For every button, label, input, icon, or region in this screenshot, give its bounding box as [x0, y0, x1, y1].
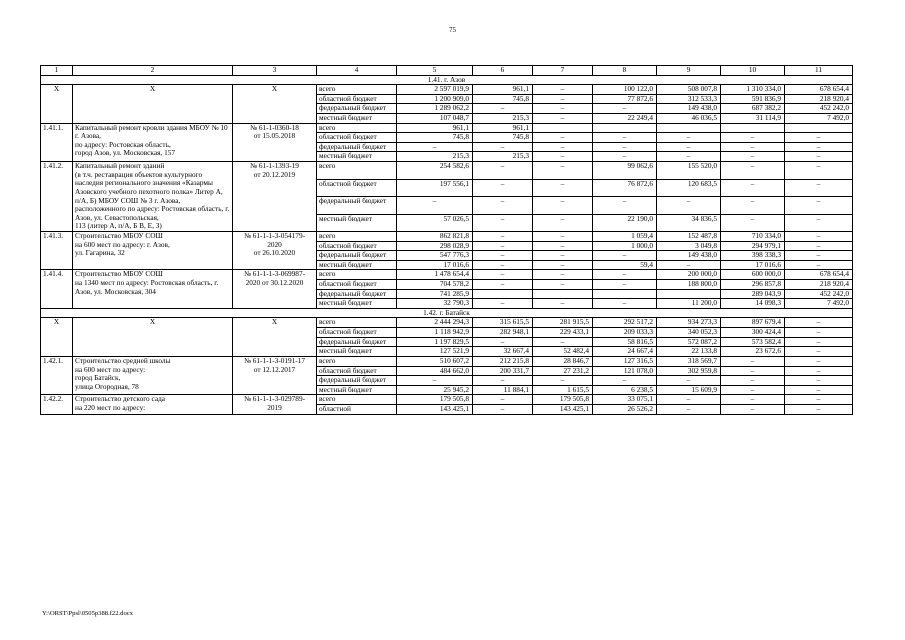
amount-cell: –	[721, 133, 785, 143]
amount-cell: 1 478 654,4	[397, 270, 473, 280]
funding-source: всего	[317, 123, 397, 133]
item-document: № 61-1-1393-19 от 20.12.2019	[233, 162, 317, 232]
amount-cell: 215,3	[473, 152, 533, 162]
item-document: X	[233, 318, 317, 356]
amount-cell: –	[473, 197, 533, 214]
column-header: 8	[593, 66, 657, 76]
table-row	[41, 270, 853, 280]
amount-cell: 34 836,5	[657, 214, 721, 231]
amount-cell: –	[473, 142, 533, 152]
amount-cell: –	[473, 214, 533, 231]
funding-source: областной бюджет	[317, 241, 397, 251]
amount-cell: 294 979,1	[721, 241, 785, 251]
amount-cell: 591 836,9	[721, 94, 785, 104]
funding-source: местный бюджет	[317, 260, 397, 270]
table-row	[41, 123, 853, 133]
amount-cell: 143 425,1	[397, 404, 473, 414]
funding-source: местный бюджет	[317, 347, 397, 357]
amount-cell: 15 609,9	[657, 385, 721, 395]
file-path-footer: Y:\ORST\Ppsl\0505p388.f22.docx	[42, 610, 133, 617]
amount-cell: –	[785, 404, 853, 414]
amount-cell: –	[785, 142, 853, 152]
amount-cell: –	[593, 152, 657, 162]
item-name: Строительство МБОУ СОШ на 600 мест по адресу: г. Азов, ул. Гагарина, 32	[73, 231, 233, 269]
amount-cell	[657, 123, 721, 133]
header-row	[41, 66, 853, 76]
section-row	[41, 75, 853, 85]
amount-cell: 572 087,2	[657, 337, 721, 347]
amount-cell: 1 118 942,9	[397, 328, 473, 338]
item-document: № 61-1-1-3-069987- 2020 от 30.12.2020	[233, 270, 317, 308]
amount-cell	[721, 123, 785, 133]
amount-cell: 296 857,8	[721, 280, 785, 290]
amount-cell: 23 672,6	[721, 347, 785, 357]
amount-cell: –	[473, 260, 533, 270]
amount-cell: –	[785, 214, 853, 231]
amount-cell: 197 556,1	[397, 179, 473, 196]
amount-cell: 318 569,7	[657, 356, 721, 366]
amount-cell: 508 007,8	[657, 85, 721, 95]
amount-cell: 398 338,3	[721, 251, 785, 261]
amount-cell: –	[533, 133, 593, 143]
table-row	[41, 162, 853, 179]
section-title: 1.42. г. Батайск	[41, 308, 853, 318]
item-document: № 61-1-0360-18 от 15.05.2018	[233, 123, 317, 161]
amount-cell: –	[785, 260, 853, 270]
amount-cell: 212 215,8	[473, 356, 533, 366]
amount-cell: –	[593, 142, 657, 152]
funding-source: местный бюджет	[317, 385, 397, 395]
funding-source: всего	[317, 270, 397, 280]
amount-cell: 17 016,6	[721, 260, 785, 270]
amount-cell: –	[593, 251, 657, 261]
item-number: 1.41.1.	[41, 123, 73, 161]
amount-cell: 11 200,0	[657, 299, 721, 309]
amount-cell: 58 816,5	[593, 337, 657, 347]
amount-cell: –	[473, 241, 533, 251]
amount-cell: 1 310 334,0	[721, 85, 785, 95]
amount-cell: 254 582,6	[397, 162, 473, 179]
amount-cell: –	[721, 162, 785, 179]
amount-cell: 76 872,6	[593, 179, 657, 196]
amount-cell: –	[533, 270, 593, 280]
amount-cell: –	[657, 404, 721, 414]
column-header: 9	[657, 66, 721, 76]
amount-cell: 200 000,0	[657, 270, 721, 280]
page-number: 75	[449, 26, 456, 34]
amount-cell: –	[785, 197, 853, 214]
funding-source: федеральный бюджет	[317, 142, 397, 152]
amount-cell: –	[721, 356, 785, 366]
table-row	[41, 395, 853, 405]
amount-cell: 687 382,2	[721, 104, 785, 114]
amount-cell: –	[785, 162, 853, 179]
amount-cell: –	[473, 162, 533, 179]
funding-source: федеральный бюджет	[317, 197, 397, 214]
amount-cell: 340 052,3	[657, 328, 721, 338]
amount-cell: 22 190,0	[593, 214, 657, 231]
amount-cell: –	[533, 179, 593, 196]
table-row	[41, 85, 853, 95]
amount-cell: 961,1	[473, 85, 533, 95]
section-title: 1.41. г. Азов	[41, 75, 853, 85]
amount-cell: 710 334,0	[721, 231, 785, 241]
amount-cell: 1 289 062,2	[397, 104, 473, 114]
item-name: Строительство средней школы на 600 мест по адресу: город Батайск, улица Огородная, 78	[73, 356, 233, 394]
funding-source: областной бюджет	[317, 280, 397, 290]
amount-cell: –	[533, 104, 593, 114]
item-document: № 61-1-1-3-0191-17 от 12.12.2017	[233, 356, 317, 394]
amount-cell: 27 231,2	[533, 366, 593, 376]
amount-cell	[593, 289, 657, 299]
amount-cell: –	[593, 270, 657, 280]
amount-cell: –	[533, 85, 593, 95]
amount-cell: –	[397, 142, 473, 152]
amount-cell: –	[533, 337, 593, 347]
amount-cell: –	[785, 328, 853, 338]
amount-cell: –	[533, 197, 593, 214]
amount-cell: 32 667,4	[473, 347, 533, 357]
amount-cell: –	[533, 280, 593, 290]
amount-cell: 17 016,6	[397, 260, 473, 270]
amount-cell: 120 683,5	[657, 179, 721, 196]
amount-cell: –	[593, 104, 657, 114]
amount-cell: –	[533, 162, 593, 179]
amount-cell: 547 776,3	[397, 251, 473, 261]
amount-cell: –	[473, 231, 533, 241]
amount-cell	[657, 289, 721, 299]
column-header: 2	[73, 66, 233, 76]
section-row	[41, 308, 853, 318]
amount-cell: –	[473, 270, 533, 280]
item-number: 1.42.1.	[41, 356, 73, 394]
amount-cell: 745,8	[397, 133, 473, 143]
amount-cell: –	[721, 142, 785, 152]
amount-cell: –	[657, 395, 721, 405]
amount-cell: –	[721, 404, 785, 414]
amount-cell: –	[721, 152, 785, 162]
amount-cell: 209 033,3	[593, 328, 657, 338]
item-name: Капитальный ремонт кровли здания МБОУ № 10 г. Азова, по адресу: Ростовская область, город Азов, ул. Московская, 157	[73, 123, 233, 161]
financing-table	[40, 65, 853, 415]
amount-cell: 484 662,0	[397, 366, 473, 376]
amount-cell: –	[533, 299, 593, 309]
item-number: 1.41.4.	[41, 270, 73, 308]
funding-source: всего	[317, 85, 397, 95]
table-row	[41, 231, 853, 241]
amount-cell: 600 000,0	[721, 270, 785, 280]
amount-cell: 32 790,3	[397, 299, 473, 309]
amount-cell: 1 615,5	[533, 385, 593, 395]
amount-cell: 77 872,6	[593, 94, 657, 104]
item-number: X	[41, 318, 73, 356]
amount-cell: 22 133,8	[657, 347, 721, 357]
amount-cell: 7 492,0	[785, 114, 853, 124]
amount-cell: –	[397, 197, 473, 214]
column-header: 11	[785, 66, 853, 76]
amount-cell: 149 438,0	[657, 104, 721, 114]
amount-cell: –	[593, 280, 657, 290]
amount-cell: 300 424,4	[721, 328, 785, 338]
amount-cell: –	[533, 241, 593, 251]
amount-cell: –	[533, 114, 593, 124]
funding-source: всего	[317, 231, 397, 241]
amount-cell: 215,3	[473, 114, 533, 124]
amount-cell: –	[473, 280, 533, 290]
table-row	[41, 318, 853, 328]
amount-cell: –	[721, 376, 785, 386]
amount-cell: 2 444 294,3	[397, 318, 473, 328]
funding-source: областной бюджет	[317, 328, 397, 338]
amount-cell: 46 036,5	[657, 114, 721, 124]
amount-cell: 52 482,4	[533, 347, 593, 357]
amount-cell: 704 578,2	[397, 280, 473, 290]
amount-cell: 22 249,4	[593, 114, 657, 124]
amount-cell: 28 846,7	[533, 356, 593, 366]
column-header: 6	[473, 66, 533, 76]
amount-cell: 315 615,5	[473, 318, 533, 328]
amount-cell: –	[657, 197, 721, 214]
amount-cell: –	[533, 260, 593, 270]
funding-source: местный бюджет	[317, 152, 397, 162]
amount-cell: 312 533,3	[657, 94, 721, 104]
item-name: Строительство детского сада на 220 мест по адресу:	[73, 395, 233, 414]
amount-cell: –	[593, 376, 657, 386]
amount-cell: 7 492,0	[785, 299, 853, 309]
amount-cell: 897 679,4	[721, 318, 785, 328]
funding-source: местный бюджет	[317, 299, 397, 309]
funding-source: областной бюджет	[317, 133, 397, 143]
amount-cell: 3 049,8	[657, 241, 721, 251]
amount-cell: –	[785, 251, 853, 261]
amount-cell: –	[533, 142, 593, 152]
amount-cell: –	[785, 231, 853, 241]
amount-cell: –	[533, 152, 593, 162]
amount-cell: 289 043,9	[721, 289, 785, 299]
item-number: 1.41.3.	[41, 231, 73, 269]
amount-cell	[593, 123, 657, 133]
amount-cell	[785, 123, 853, 133]
amount-cell: 961,1	[397, 123, 473, 133]
amount-cell: 218 920,4	[785, 94, 853, 104]
amount-cell: 745,8	[473, 133, 533, 143]
amount-cell: 57 026,5	[397, 214, 473, 231]
amount-cell: –	[533, 214, 593, 231]
item-name: X	[73, 85, 233, 123]
amount-cell: –	[657, 142, 721, 152]
amount-cell: –	[473, 376, 533, 386]
amount-cell: 862 821,8	[397, 231, 473, 241]
amount-cell: –	[533, 376, 593, 386]
funding-source: федеральный бюджет	[317, 251, 397, 261]
amount-cell: –	[785, 152, 853, 162]
column-header: 1	[41, 66, 73, 76]
amount-cell: 31 114,9	[721, 114, 785, 124]
amount-cell: –	[473, 299, 533, 309]
item-number: 1.42.2.	[41, 395, 73, 414]
funding-source: всего	[317, 318, 397, 328]
amount-cell: –	[785, 347, 853, 357]
item-document: № 61-1-1-3-029789- 2019	[233, 395, 317, 414]
amount-cell: –	[721, 214, 785, 231]
amount-cell: –	[533, 94, 593, 104]
amount-cell: 127 521,9	[397, 347, 473, 357]
amount-cell: 188 800,0	[657, 280, 721, 290]
amount-cell: –	[721, 385, 785, 395]
amount-cell: 127 316,5	[593, 356, 657, 366]
amount-cell: 99 062,6	[593, 162, 657, 179]
amount-cell: 302 959,8	[657, 366, 721, 376]
amount-cell: –	[473, 404, 533, 414]
amount-cell: 745,8	[473, 94, 533, 104]
amount-cell: 510 607,2	[397, 356, 473, 366]
amount-cell: 741 285,9	[397, 289, 473, 299]
amount-cell: 149 438,0	[657, 251, 721, 261]
amount-cell: 1 200 909,0	[397, 94, 473, 104]
column-header: 3	[233, 66, 317, 76]
amount-cell: –	[785, 241, 853, 251]
funding-source: областной бюджет	[317, 179, 397, 196]
table-row	[41, 356, 853, 366]
amount-cell: –	[785, 318, 853, 328]
amount-cell	[533, 123, 593, 133]
amount-cell	[533, 289, 593, 299]
amount-cell: 179 505,8	[397, 395, 473, 405]
amount-cell: 934 273,3	[657, 318, 721, 328]
amount-cell: 6 238,5	[593, 385, 657, 395]
funding-source: областной бюджет	[317, 366, 397, 376]
amount-cell: 215,3	[397, 152, 473, 162]
funding-source: федеральный бюджет	[317, 289, 397, 299]
funding-source: областной бюджет	[317, 94, 397, 104]
amount-cell: 281 915,5	[533, 318, 593, 328]
amount-cell: 11 884,1	[473, 385, 533, 395]
amount-cell: 452 242,0	[785, 104, 853, 114]
amount-cell: 1 000,0	[593, 241, 657, 251]
funding-source: всего	[317, 162, 397, 179]
funding-source: федеральный бюджет	[317, 337, 397, 347]
item-name: X	[73, 318, 233, 356]
amount-cell: 452 242,0	[785, 289, 853, 299]
funding-source: всего	[317, 395, 397, 405]
amount-cell: –	[473, 395, 533, 405]
amount-cell: –	[721, 179, 785, 196]
amount-cell: –	[785, 366, 853, 376]
amount-cell: 107 048,7	[397, 114, 473, 124]
amount-cell: –	[473, 179, 533, 196]
amount-cell: –	[721, 395, 785, 405]
amount-cell: –	[721, 197, 785, 214]
amount-cell: –	[785, 376, 853, 386]
amount-cell: –	[593, 197, 657, 214]
item-number: X	[41, 85, 73, 123]
amount-cell: –	[533, 251, 593, 261]
amount-cell: 573 582,4	[721, 337, 785, 347]
amount-cell: –	[593, 299, 657, 309]
funding-source: федеральный бюджет	[317, 376, 397, 386]
amount-cell: 229 433,1	[533, 328, 593, 338]
amount-cell: 100 122,0	[593, 85, 657, 95]
funding-source: местный бюджет	[317, 114, 397, 124]
amount-cell: –	[721, 366, 785, 376]
amount-cell: 26 526,2	[593, 404, 657, 414]
amount-cell: –	[473, 251, 533, 261]
amount-cell: –	[785, 356, 853, 366]
item-document: X	[233, 85, 317, 123]
amount-cell: 200 331,7	[473, 366, 533, 376]
column-header: 5	[397, 66, 473, 76]
funding-source: федеральный бюджет	[317, 104, 397, 114]
amount-cell: –	[657, 152, 721, 162]
funding-source: всего	[317, 356, 397, 366]
amount-cell: –	[593, 133, 657, 143]
amount-cell: 218 920,4	[785, 280, 853, 290]
amount-cell: –	[785, 133, 853, 143]
item-document: № 61-1-1-3-054179- 2020 от 26.10.2020	[233, 231, 317, 269]
amount-cell: 1 197 829,5	[397, 337, 473, 347]
amount-cell: –	[473, 104, 533, 114]
amount-cell: –	[785, 385, 853, 395]
column-header: 10	[721, 66, 785, 76]
item-name: Строительство МБОУ СОШ на 1340 мест по адресу: Ростовская область, г. Азов, ул. Московская, 304	[73, 270, 233, 308]
amount-cell: 678 654,4	[785, 270, 853, 280]
amount-cell: 33 075,1	[593, 395, 657, 405]
amount-cell: –	[533, 231, 593, 241]
amount-cell: 59,4	[593, 260, 657, 270]
amount-cell: 121 078,0	[593, 366, 657, 376]
amount-cell: 179 505,8	[533, 395, 593, 405]
amount-cell: 25 945,2	[397, 385, 473, 395]
funding-source: областной	[317, 404, 397, 414]
item-name: Капитальный ремонт зданий (в т.ч. реставрация объектов культурного наследия регионального значения «Казармы Азовского учебного пехотного полка» Литер А, п/А, Б) МБОУ СОШ № 3 г. Азова, расположенного по адресу: Ростовская область, г. Азов, ул. Севастопольская, 113 (литер А, п/А, Б В, Е, З)	[73, 162, 233, 232]
amount-cell: 155 520,0	[657, 162, 721, 179]
amount-cell	[473, 289, 533, 299]
funding-source: местный бюджет	[317, 214, 397, 231]
amount-cell: 298 028,9	[397, 241, 473, 251]
amount-cell: 143 425,1	[533, 404, 593, 414]
amount-cell: –	[473, 337, 533, 347]
amount-cell: 14 098,3	[721, 299, 785, 309]
amount-cell: –	[785, 395, 853, 405]
amount-cell: –	[397, 376, 473, 386]
column-header: 4	[317, 66, 397, 76]
amount-cell: –	[657, 376, 721, 386]
amount-cell: 2 597 019,9	[397, 85, 473, 95]
amount-cell: 1 059,4	[593, 231, 657, 241]
amount-cell: 152 487,8	[657, 231, 721, 241]
amount-cell: –	[785, 179, 853, 196]
amount-cell: –	[657, 260, 721, 270]
amount-cell: 292 517,2	[593, 318, 657, 328]
amount-cell: 24 667,4	[593, 347, 657, 357]
item-number: 1.41.2.	[41, 162, 73, 232]
amount-cell: –	[657, 133, 721, 143]
amount-cell: 678 654,4	[785, 85, 853, 95]
amount-cell: 282 948,1	[473, 328, 533, 338]
amount-cell: –	[785, 337, 853, 347]
amount-cell: 961,1	[473, 123, 533, 133]
column-header: 7	[533, 66, 593, 76]
